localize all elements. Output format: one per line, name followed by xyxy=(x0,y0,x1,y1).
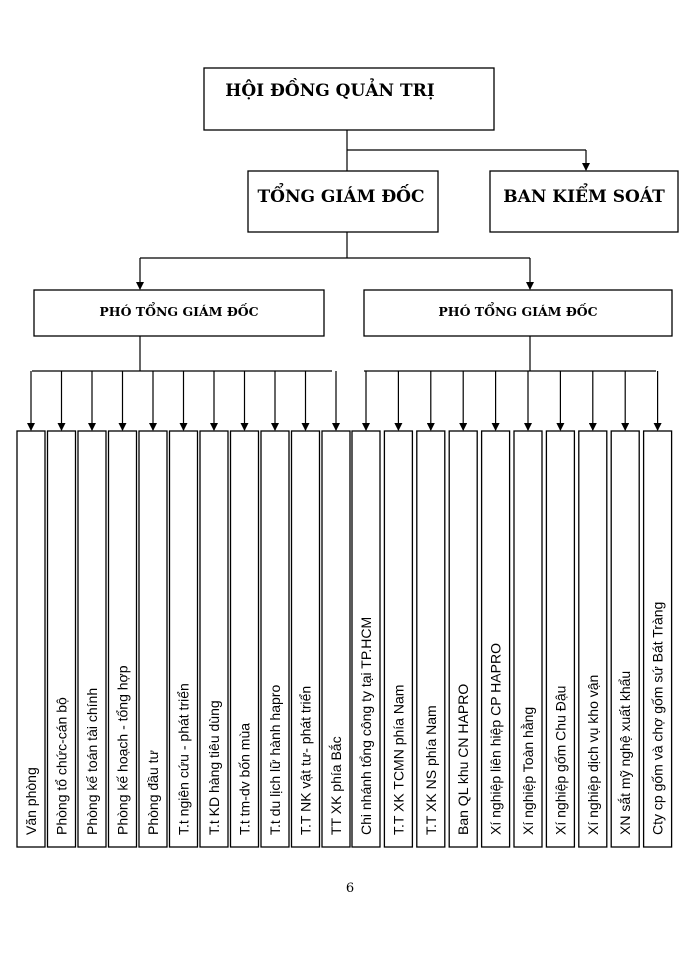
left-unit-label: Phòng đầu tư xyxy=(145,750,161,835)
left-unit-label: T.T NK vật tư- phát triển xyxy=(297,685,314,835)
ceo-label: TỔNG GIÁM ĐỐC xyxy=(257,187,425,207)
left-unit-label: Phòng kế hoạch - tổng hợp xyxy=(114,665,131,835)
left-unit-label: T.t tm-dv bốn mùa xyxy=(236,722,253,835)
left-unit-label: T.t KD hàng tiêu dùng xyxy=(206,700,222,835)
right-deputy-label: PHÓ TỔNG GIÁM ĐỐC xyxy=(438,304,598,319)
left-unit-label: TT XK phía Bắc xyxy=(328,736,344,835)
right-unit-label: Cty cp gốm và chợ gốm sứ Bát Tràng xyxy=(649,601,666,835)
left-unit-label: Phòng tổ chức-cán bộ xyxy=(53,697,70,835)
right-unit-label: Xí nghiệp gốm Chu Đậu xyxy=(552,685,569,835)
board-label: HỘI ĐỒNG QUẢN TRỊ xyxy=(225,81,435,101)
right-unit-label: Chi nhánh tổng công ty tại TP.HCM xyxy=(358,616,374,835)
left-unit-label: T.t ngiên cứu - phát triển xyxy=(175,683,192,835)
right-unit-label: Ban QL khu CN HAPRO xyxy=(455,683,472,835)
left-unit-label: Văn phòng xyxy=(23,767,39,835)
right-unit-label: Xí nghiệp liên hiệp CP HAPRO xyxy=(487,643,504,835)
left-unit-label: Phòng kế toán tài chính xyxy=(84,687,100,835)
page-number: 6 xyxy=(345,881,355,896)
left-unit-label: T.t du lịch lữ hành hapro xyxy=(267,684,283,835)
right-unit-label: Xí nghiệp Toàn hằng xyxy=(520,706,536,835)
supervisory-label: BAN KIỂM SOÁT xyxy=(503,187,665,207)
right-unit-label: Xí nghiệp dịch vụ kho vận xyxy=(584,674,601,835)
right-unit-label: T.T XK NS phía Nam xyxy=(422,705,439,835)
left-deputy-label: PHÓ TỔNG GIÁM ĐỐC xyxy=(99,304,259,319)
right-unit-label: T.T XK TCMN phía Nam xyxy=(390,684,407,835)
right-unit-label: XN sắt mỹ nghệ xuất khẩu xyxy=(617,670,634,835)
units-layer xyxy=(17,371,672,847)
